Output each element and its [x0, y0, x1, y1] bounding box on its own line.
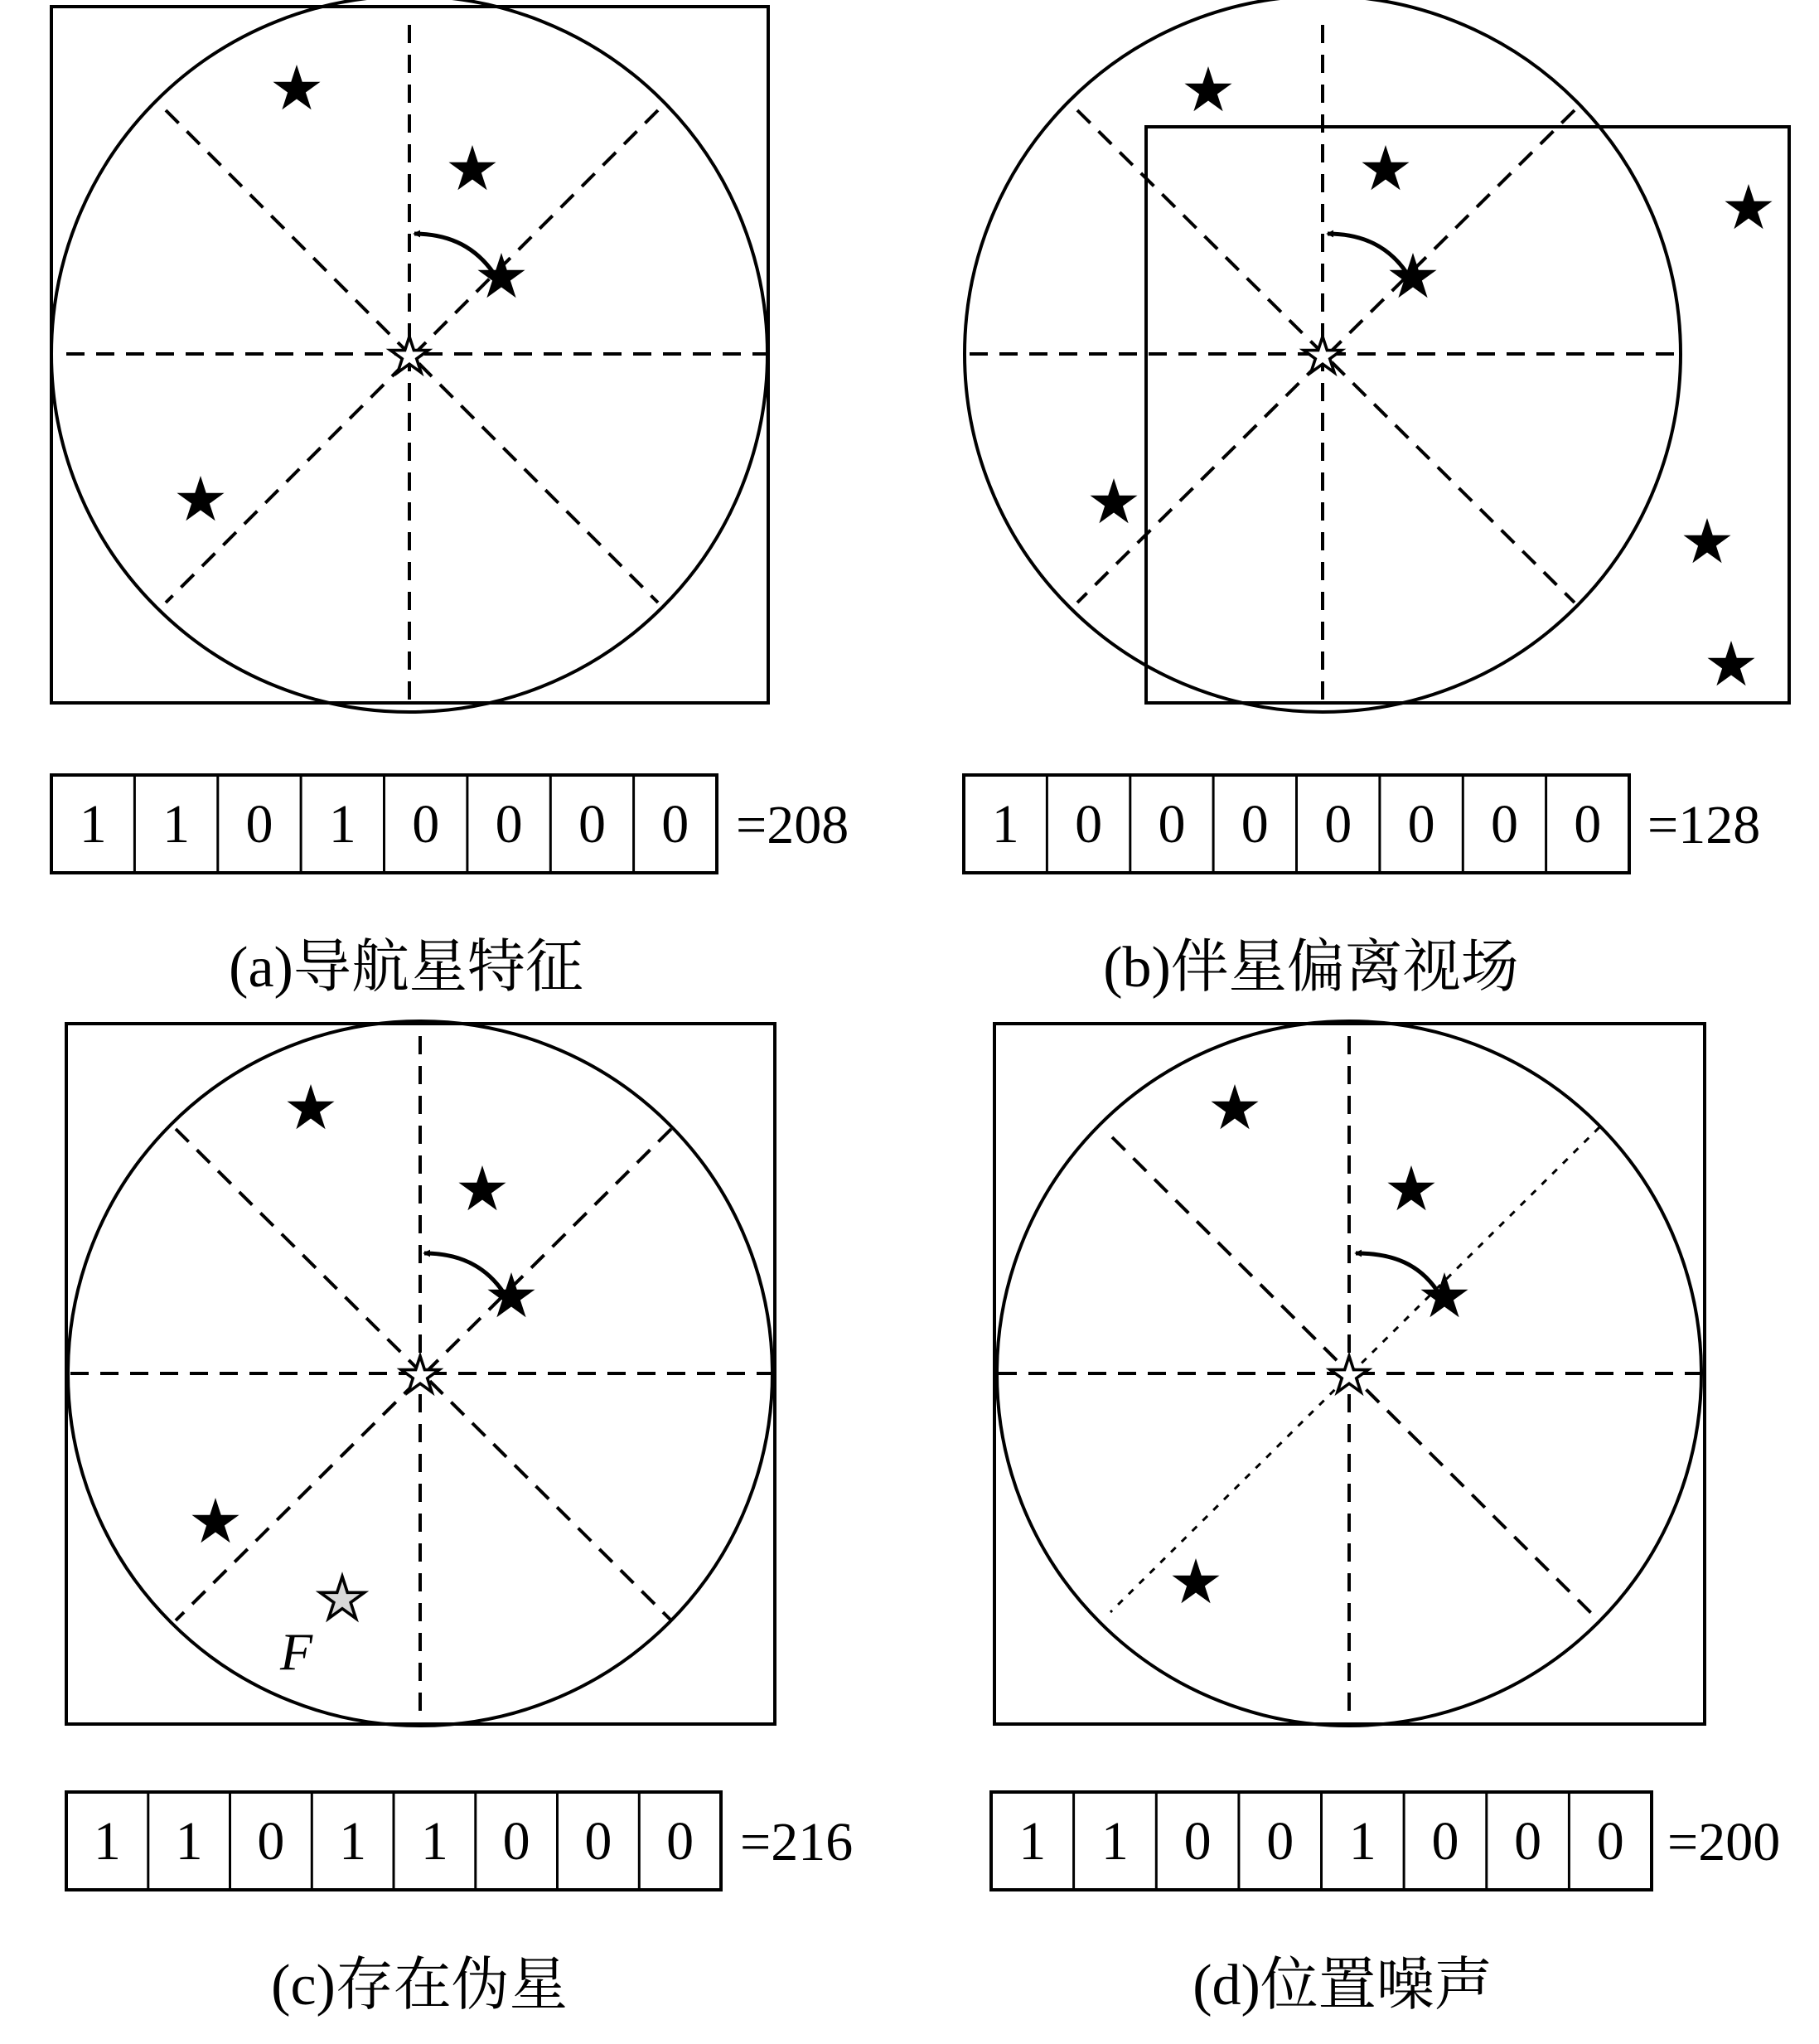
bit-cell: 0 — [584, 1811, 612, 1872]
bit-cell: 0 — [1491, 794, 1518, 855]
bit-cell: 1 — [991, 794, 1019, 855]
star-icon — [1387, 1165, 1434, 1210]
bit-cell: 0 — [666, 1811, 694, 1872]
bit-cell: 0 — [1241, 794, 1269, 855]
bit-cell: 1 — [162, 794, 191, 855]
star-icon — [1362, 145, 1409, 190]
panel-c — [66, 1021, 853, 2017]
bit-cell: 0 — [1407, 794, 1435, 855]
field-of-view-frame — [1146, 127, 1789, 703]
bit-cell: 1 — [328, 794, 356, 855]
bit-cell: 1 — [79, 794, 107, 855]
bit-cell: 0 — [1514, 1811, 1542, 1872]
bit-cell: 1 — [1018, 1811, 1047, 1872]
panel-caption: (d)位置噪声 — [1193, 1954, 1492, 2017]
bit-cell: 0 — [257, 1811, 285, 1872]
panel-d — [991, 1021, 1780, 2017]
bit-cell: 0 — [245, 794, 273, 855]
star-icon — [1707, 641, 1754, 685]
bit-cell: 1 — [420, 1811, 448, 1872]
star-icon — [191, 1498, 239, 1543]
bit-cell: 0 — [1158, 794, 1186, 855]
code-value: =200 — [1667, 1812, 1781, 1872]
code-value: =216 — [740, 1812, 854, 1872]
panel-b — [964, 0, 1789, 1000]
star-icon — [1090, 478, 1137, 523]
bit-cell: 1 — [175, 1811, 203, 1872]
panel-caption: (c)存在伪星 — [271, 1954, 568, 2017]
bit-cell: 0 — [1183, 1811, 1212, 1872]
star-icon — [1172, 1558, 1219, 1603]
arrow-icon — [1328, 234, 1407, 274]
star-icon — [1184, 66, 1231, 111]
bit-code — [66, 1792, 721, 1890]
star-icon — [1683, 518, 1730, 563]
bit-cell: 1 — [93, 1811, 121, 1872]
bit-cell: 1 — [1101, 1811, 1129, 1872]
bit-cell: 1 — [339, 1811, 367, 1872]
bit-cell: 0 — [1596, 1811, 1624, 1872]
bit-cell: 0 — [412, 794, 440, 855]
code-value: =208 — [736, 795, 849, 855]
bit-cell: 1 — [1348, 1811, 1376, 1872]
bit-cell: 0 — [1574, 794, 1602, 855]
bit-cell: 0 — [495, 794, 523, 855]
star-icon — [448, 145, 496, 190]
panel-caption: (b)伴星偏离视场 — [1103, 936, 1519, 1000]
bit-code — [964, 775, 1629, 873]
bit-cell: 0 — [1324, 794, 1352, 855]
bit-cell: 0 — [578, 794, 606, 855]
panel-a — [51, 0, 849, 1000]
arrow-icon — [424, 1253, 504, 1293]
bit-code — [991, 1792, 1652, 1890]
star-icon — [458, 1165, 506, 1210]
star-icon — [1211, 1084, 1258, 1129]
star-icon — [1725, 184, 1772, 229]
star-icon — [273, 65, 320, 109]
bit-cell: 0 — [1266, 1811, 1294, 1872]
arrow-icon — [414, 234, 494, 274]
pseudo-star-icon — [320, 1577, 364, 1619]
star-icon — [177, 476, 224, 521]
code-value: =128 — [1647, 795, 1761, 855]
bit-cell: 0 — [661, 794, 689, 855]
bit-code — [51, 775, 717, 873]
bit-cell: 0 — [1075, 794, 1103, 855]
bit-cell: 0 — [502, 1811, 530, 1872]
pseudo-star-label: F — [280, 1622, 313, 1681]
bit-cell: 0 — [1431, 1811, 1459, 1872]
panel-caption: (a)导航星特征 — [229, 936, 583, 1000]
star-icon — [287, 1084, 334, 1129]
arrow-icon — [1356, 1253, 1440, 1296]
